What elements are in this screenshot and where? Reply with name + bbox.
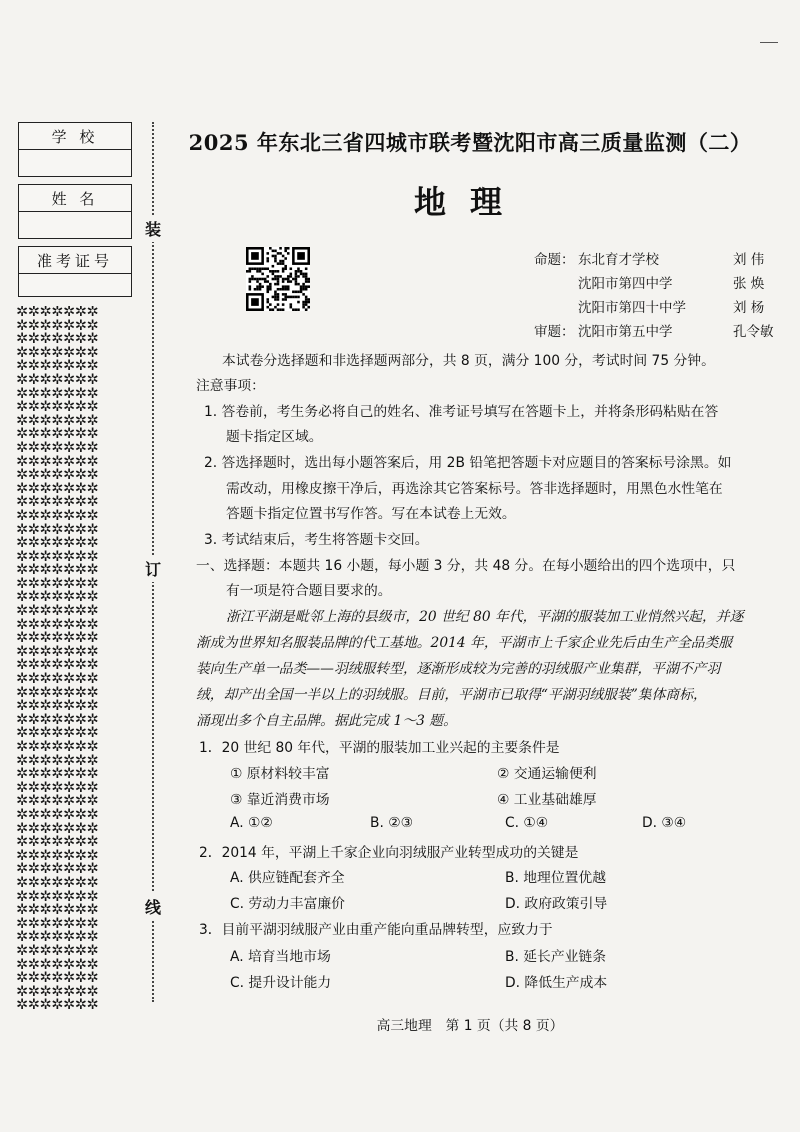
setter-name-2: 张 焕 bbox=[733, 276, 765, 292]
notice-heading: 注意事项： bbox=[196, 378, 265, 394]
section-heading: 一、选择题：本题共 16 小题，每小题 3 分，共 48 分。在每小题给出的四个选项中，只 bbox=[196, 558, 736, 574]
question-1-stem: 1．20 世纪 80 年代，平湖的服装加工业兴起的主要条件是 bbox=[199, 740, 560, 756]
notice-line: 题卡指定区域。 bbox=[226, 429, 323, 445]
name-field[interactable] bbox=[19, 212, 131, 238]
exam-id-field[interactable] bbox=[19, 274, 131, 296]
setter-name-3: 刘 杨 bbox=[733, 300, 765, 316]
q1-option-a[interactable]: A. ①② bbox=[230, 815, 273, 831]
passage-line: 装向生产单一品类——羽绒服转型，逐渐形成较为完善的羽绒服产业集群，平湖不产羽 bbox=[196, 661, 721, 677]
q3-option-b[interactable]: B. 延长产业链条 bbox=[505, 949, 607, 965]
binding-char-xian: 线 bbox=[145, 893, 161, 920]
question-3-stem: 3．目前平湖羽绒服产业由重产能向重品牌转型，应致力于 bbox=[199, 922, 553, 938]
section-heading-cont: 有一项是符合题目要求的。 bbox=[226, 583, 392, 599]
q1-item-1: ① 原材料较丰富 bbox=[230, 766, 330, 782]
notice-line: 2. 答选择题时，选出每小题答案后，用 2B 铅笔把答题卡对应题目的答案标号涂黑。如 bbox=[204, 455, 732, 471]
reviewer-name: 孔令敏 bbox=[733, 324, 774, 340]
exam-title: 2025 年东北三省四城市联考暨沈阳市高三质量监测（二） bbox=[188, 130, 752, 155]
q1-item-4: ④ 工业基础雄厚 bbox=[497, 792, 597, 808]
q2-option-c[interactable]: C. 劳动力丰富廉价 bbox=[230, 896, 345, 912]
qr-code-icon bbox=[246, 247, 310, 311]
reviewer-label: 审题： bbox=[534, 324, 575, 340]
binding-char-zhuang: 装 bbox=[145, 215, 161, 242]
passage-line: 涌现出多个自主品牌。据此完成 1～3 题。 bbox=[196, 713, 457, 729]
school-box bbox=[18, 122, 132, 177]
exam-id-box bbox=[18, 246, 132, 297]
passage-line: 浙江平湖是毗邻上海的县级市，20 世纪 80 年代，平湖的服装加工业悄然兴起，并逐 bbox=[226, 609, 744, 625]
notice-line: 答题卡指定位置书写作答。写在本试卷上无效。 bbox=[226, 506, 516, 522]
passage-line: 绒，却产出全国一半以上的羽绒服。目前，平湖市已取得“平湖羽绒服装”集体商标， bbox=[196, 687, 707, 703]
decorative-gear-border: ✲✲✲✲✲✲✲ ✲✲✲✲✲✲✲ ✲✲✲✲✲✲✲ ✲✲✲✲✲✲✲ ✲✲✲✲✲✲✲ ✲✲✲✲✲✲✲ ✲✲✲✲✲✲✲ ✲✲✲✲✲✲✲ ✲✲✲✲✲✲✲ ✲✲✲✲✲✲✲ ✲✲✲✲✲✲✲ ✲✲✲✲✲✲✲ ✲✲✲✲✲✲✲ ✲✲✲✲✲✲✲ ✲✲✲✲✲✲✲ ✲✲✲✲✲✲✲ ✲✲✲✲✲✲✲ ✲✲✲✲✲✲✲ ✲✲✲✲✲✲✲ ✲✲✲✲✲✲✲ ✲✲✲✲✲✲✲ ✲✲✲✲✲✲✲ ✲✲✲✲✲✲✲ ✲✲✲✲✲✲✲ ✲✲✲✲✲✲✲ ✲✲✲✲✲✲✲ ✲✲✲✲✲✲✲ ✲✲✲✲✲✲✲ ✲✲✲✲✲✲✲ ✲✲✲✲✲✲✲ ✲✲✲✲✲✲✲ ✲✲✲✲✲✲✲ ✲✲✲✲✲✲✲ ✲✲✲✲✲✲✲ ✲✲✲✲✲✲✲ ✲✲✲✲✲✲✲ ✲✲✲✲✲✲✲ ✲✲✲✲✲✲✲ ✲✲✲✲✲✲✲ ✲✲✲✲✲✲✲ ✲✲✲✲✲✲✲ ✲✲✲✲✲✲✲ ✲✲✲✲✲✲✲ ✲✲✲✲✲✲✲ ✲✲✲✲✲✲✲ ✲✲✲✲✲✲✲ ✲✲✲✲✲✲✲ ✲✲✲✲✲✲✲ ✲✲✲✲✲✲✲ ✲✲✲✲✲✲✲ ✲✲✲✲✲✲✲ ✲✲✲✲✲✲✲ bbox=[16, 306, 99, 1012]
setter-label: 命题： bbox=[534, 252, 575, 268]
q2-option-a[interactable]: A. 供应链配套齐全 bbox=[230, 870, 345, 886]
page-footer: 高三地理 第 1 页（共 8 页） bbox=[376, 1018, 564, 1034]
exam-id-label: 准考证号 bbox=[19, 247, 131, 274]
passage-line: 渐成为世界知名服装品牌的代工基地。2014 年，平湖市上千家企业先后由生产全品类服 bbox=[196, 635, 733, 651]
name-box bbox=[18, 184, 132, 239]
school-label: 学 校 bbox=[19, 123, 131, 150]
setter-school-2: 沈阳市第四中学 bbox=[578, 276, 673, 292]
notice-line: 3. 考试结束后，考生将答题卡交回。 bbox=[204, 532, 429, 548]
setter-name-1: 刘 伟 bbox=[733, 252, 765, 268]
notice-line: 1. 答卷前，考生务必将自己的姓名、准考证号填写在答题卡上，并将条形码粘贴在答 bbox=[204, 404, 719, 420]
reviewer-school: 沈阳市第五中学 bbox=[578, 324, 673, 340]
q1-option-d[interactable]: D. ③④ bbox=[642, 815, 687, 831]
intro-text: 本试卷分选择题和非选择题两部分，共 8 页，满分 100 分，考试时间 75 分钟。 bbox=[222, 353, 715, 369]
q1-option-b[interactable]: B. ②③ bbox=[370, 815, 413, 831]
q2-option-b[interactable]: B. 地理位置优越 bbox=[505, 870, 607, 886]
q1-item-2: ② 交通运输便利 bbox=[497, 766, 597, 782]
q2-option-d[interactable]: D. 政府政策引导 bbox=[505, 896, 608, 912]
question-2-stem: 2．2014 年，平湖上千家企业向羽绒服产业转型成功的关键是 bbox=[199, 845, 579, 861]
setter-school-1: 东北育才学校 bbox=[578, 252, 659, 268]
q3-option-c[interactable]: C. 提升设计能力 bbox=[230, 975, 332, 991]
school-field[interactable] bbox=[19, 150, 131, 176]
q3-option-d[interactable]: D. 降低生产成本 bbox=[505, 975, 608, 991]
corner-mark bbox=[760, 42, 778, 43]
binding-char-ding: 订 bbox=[145, 555, 161, 582]
q1-option-c[interactable]: C. ①④ bbox=[505, 815, 549, 831]
q1-item-3: ③ 靠近消费市场 bbox=[230, 792, 330, 808]
subject-title: 地理 bbox=[413, 183, 526, 221]
q3-option-a[interactable]: A. 培育当地市场 bbox=[230, 949, 331, 965]
setter-school-3: 沈阳市第四十中学 bbox=[578, 300, 686, 316]
name-label: 姓 名 bbox=[19, 185, 131, 212]
notice-line: 需改动，用橡皮擦干净后，再选涂其它答案标号。答非选择题时，用黑色水性笔在 bbox=[226, 481, 723, 497]
